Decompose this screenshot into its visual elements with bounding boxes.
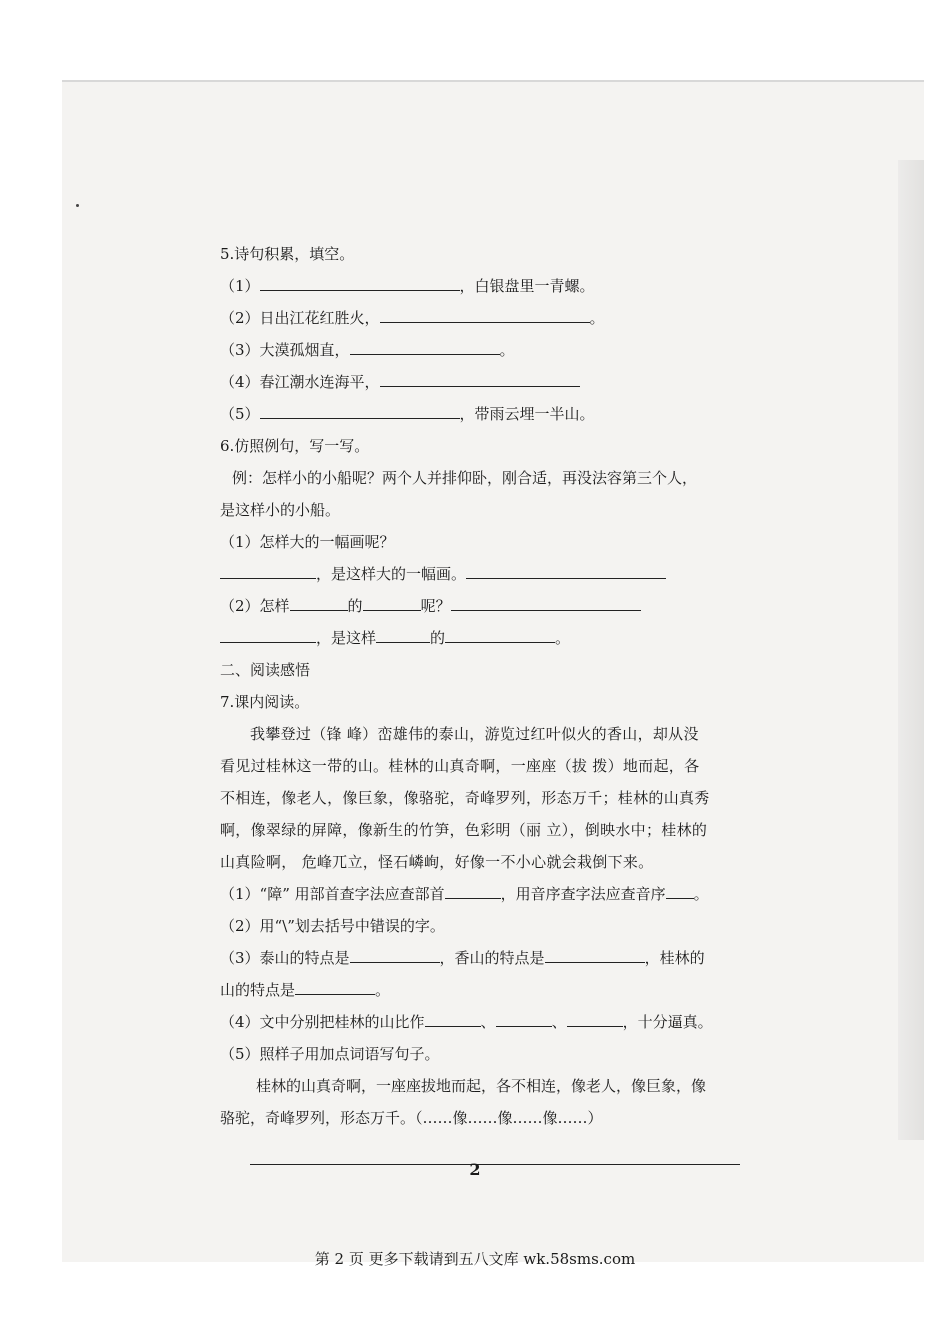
answer-blank[interactable] [545, 942, 645, 963]
q5-item-5: （5） ，带雨云埋一半山。 [220, 398, 740, 430]
q7-sub-3-cont: 山的特点是 。 [220, 974, 740, 1006]
passage-line: 我攀登过（锋 峰）峦雄伟的泰山，游览过红叶似火的香山，却从没 [250, 725, 699, 743]
q7-title: 7.课内阅读。 [220, 693, 310, 711]
q6-item-2-question: （2）怎样 的 呢？ [220, 590, 740, 622]
answer-blank[interactable] [451, 590, 641, 611]
q6-item-1-question: （1）怎样大的一幅画呢？ [220, 533, 395, 551]
answer-blank[interactable] [466, 558, 666, 579]
q7-sub-5: （5）照样子用加点词语写句子。 [220, 1045, 440, 1063]
answer-blank[interactable] [350, 942, 440, 963]
q6-item-1-answer: ，是这样大的一幅画。 [220, 558, 740, 590]
passage-line: 山真险啊， 危峰兀立，怪石嶙峋，好像一不小心就会栽倒下来。 [220, 853, 654, 871]
q6-example-line-2: 是这样小的小船。 [220, 501, 341, 519]
answer-blank[interactable] [220, 558, 316, 579]
worksheet-content [220, 238, 740, 1165]
q6-example-line-1: 例：怎样小的小船呢？两个人并排仰卧，刚合适，再没法容第三个人， [232, 469, 698, 487]
scan-speck [76, 204, 79, 207]
answer-blank[interactable] [380, 366, 580, 387]
q7-example-line-2: 骆驼，奇峰罗列，形态万千。（……像……像……像……） [220, 1109, 603, 1127]
q6-title: 6.仿照例句，写一写。 [220, 437, 370, 455]
answer-blank[interactable] [445, 622, 555, 643]
passage-line: 看见过桂林这一带的山。桂林的山真奇啊，一座座（拔 拨）地而起，各 [220, 757, 700, 775]
scan-shadow [898, 160, 924, 1140]
reading-passage [220, 718, 740, 878]
q7-sub-3: （3）泰山的特点是 ，香山的特点是 ，桂林的 [220, 942, 740, 974]
answer-blank[interactable] [567, 1006, 623, 1027]
footer-note: 第 2 页 更多下载请到五八文库 wk.58sms.com [314, 1250, 636, 1268]
page-number: 2 [469, 1160, 481, 1179]
answer-blank[interactable] [363, 590, 421, 611]
answer-blank[interactable] [425, 1006, 481, 1027]
q5-item-1: （1） ，白银盘里一青螺。 [220, 270, 740, 302]
answer-blank[interactable] [220, 622, 316, 643]
section-heading: 二、阅读感悟 [220, 661, 311, 679]
answer-blank[interactable] [350, 334, 500, 355]
answer-blank[interactable] [260, 270, 460, 291]
q5-item-4: （4）春江潮水连海平， [220, 366, 740, 398]
answer-blank[interactable] [496, 1006, 552, 1027]
q7-sub-1: （1）“障” 用部首查字法应查部首 ，用音序查字法应查音序 。 [220, 878, 740, 910]
answer-blank[interactable] [260, 398, 460, 419]
answer-blank[interactable] [295, 974, 375, 995]
q5-title: 5.诗句积累，填空。 [220, 245, 355, 263]
passage-line: 啊，像翠绿的屏障，像新生的竹笋，色彩明（丽 立），倒映水中；桂林的 [220, 821, 708, 839]
q7-example-line-1: 桂林的山真奇啊，一座座拔地而起，各不相连，像老人，像巨象，像 [256, 1077, 707, 1095]
answer-blank[interactable] [380, 302, 590, 323]
q5-item-3: （3）大漠孤烟直， 。 [220, 334, 740, 366]
q5-item-2: （2）日出江花红胜火， 。 [220, 302, 740, 334]
answer-blank[interactable] [290, 590, 348, 611]
answer-blank[interactable] [445, 878, 501, 899]
answer-blank[interactable] [376, 622, 430, 643]
q7-sub-4: （4）文中分别把桂林的山比作 、 、 ，十分逼真。 [220, 1006, 740, 1038]
answer-blank[interactable] [666, 878, 694, 899]
q7-sub-2: （2）用“\”划去括号中错误的字。 [220, 917, 445, 935]
passage-line: 不相连，像老人，像巨象，像骆驼，奇峰罗列，形态万千；桂林的山真秀 [220, 789, 710, 807]
q6-item-2-answer: ，是这样 的 。 [220, 622, 740, 654]
